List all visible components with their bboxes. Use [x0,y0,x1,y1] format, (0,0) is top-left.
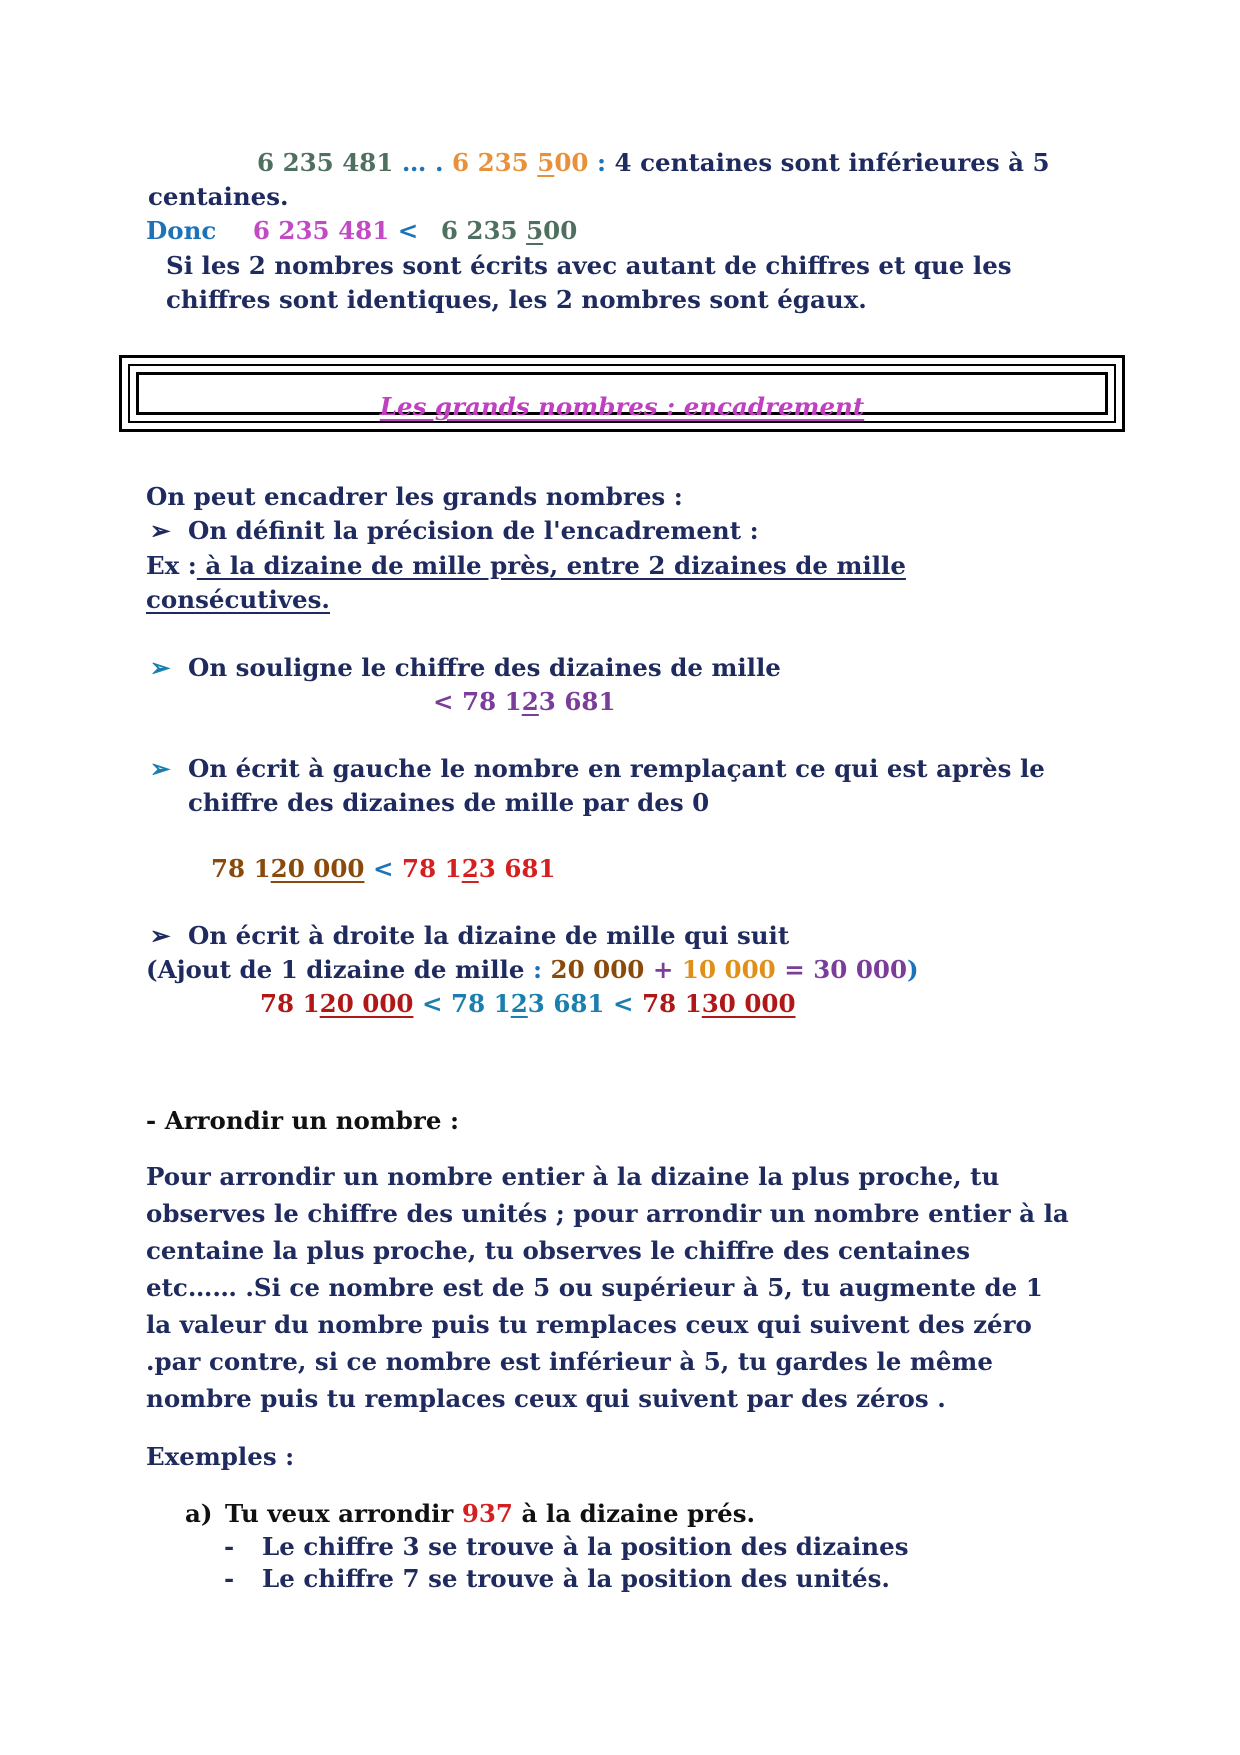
example-a: a) Tu veux arrondir 937 à la dizaine prés. [185,1499,756,1528]
number-second: 6 235 500 [452,148,589,177]
example-a-label: a) [185,1499,213,1528]
rule-line-1: Si les 2 nombres sont écrits avec autant de chiffres et que les [166,251,1012,280]
step-left-line-2: chiffre des dizaines de mille par des 0 [188,788,710,817]
arrow-bullet-icon: ➢ [150,754,171,783]
step-underline: ➢ On souligne le chiffre des dizaines de mille [150,653,781,682]
rule-line-2: chiffres sont identiques, les 2 nombres sont égaux. [166,285,867,314]
arrondir-para-line: centaine la plus proche, tu observes le chiffre des centaines [146,1236,971,1265]
final-encadrement: 78 120 000 < 78 123 681 < 78 130 000 [260,989,796,1018]
less-than: < [389,216,419,245]
example-text: à la dizaine de mille près, entre 2 dizaines de mille [196,551,906,580]
arrondir-heading: - Arrondir un nombre : [146,1106,459,1135]
left-bound-expression: 78 120 000 < 78 123 681 [211,854,556,883]
step-underline-number: < 78 123 681 [433,687,616,716]
section-title: Les grands nombres : encadrement [379,392,865,421]
section-title-box [119,355,1125,432]
arrondir-para-line: etc…… .Si ce nombre est de 5 ou supérieur à 5, tu augmente de 1 [146,1273,1043,1302]
colon: : [588,148,607,177]
arrow-bullet-icon: ➢ [150,516,171,545]
arrondir-para-line: observes le chiffre des unités ; pour arrondir un nombre entier à la [146,1199,1069,1228]
step-left-line-1: ➢ On écrit à gauche le nombre en remplaçant ce qui est après le [150,754,1045,783]
dash-bullet: - [224,1532,235,1561]
ellipsis: … . [393,148,453,177]
example-line-2: consécutives. [146,585,330,614]
arrow-bullet-icon: ➢ [150,921,171,950]
exemples-heading: Exemples : [146,1442,295,1471]
example-number: 937 [461,1499,513,1528]
example-label: Ex : [146,551,197,580]
arrondir-para-line: .par contre, si ce nombre est inférieur à 5, tu gardes le même [146,1347,993,1376]
example-a-sub-1: - Le chiffre 3 se trouve à la position des dizaines [224,1532,909,1561]
donc-number-first: 6 235 481 [252,216,390,245]
arrondir-para-line: Pour arrondir un nombre entier à la dizaine la plus proche, tu [146,1162,1000,1191]
arrondir-para-line: nombre puis tu remplaces ceux qui suivent par des zéros . [146,1384,946,1413]
donc-line [146,216,577,245]
number-first: 6 235 481 [257,148,394,177]
example-line [146,551,906,580]
comparison-line [257,148,1050,177]
dash-bullet: - [224,1564,235,1593]
arrow-bullet-icon: ➢ [150,653,171,682]
donc-number-second: 6 235 500 [440,216,578,245]
example-a-sub-2: - Le chiffre 7 se trouve à la position des unités. [224,1564,890,1593]
arrondir-para-line: la valeur du nombre puis tu remplaces ceux qui suivent des zéro [146,1310,1032,1339]
donc-label: Donc [146,216,217,245]
step-define-precision: ➢ On définit la précision de l'encadrement : [150,516,759,545]
ajout-line: (Ajout de 1 dizaine de mille : 20 000 + 10 000 = 30 000) [146,955,919,984]
comparison-continuation: centaines. [148,182,289,211]
encadrement-intro: On peut encadrer les grands nombres : [146,482,683,511]
comparison-text: 4 centaines sont inférieures à 5 [606,148,1050,177]
step-right: ➢ On écrit à droite la dizaine de mille qui suit [150,921,790,950]
